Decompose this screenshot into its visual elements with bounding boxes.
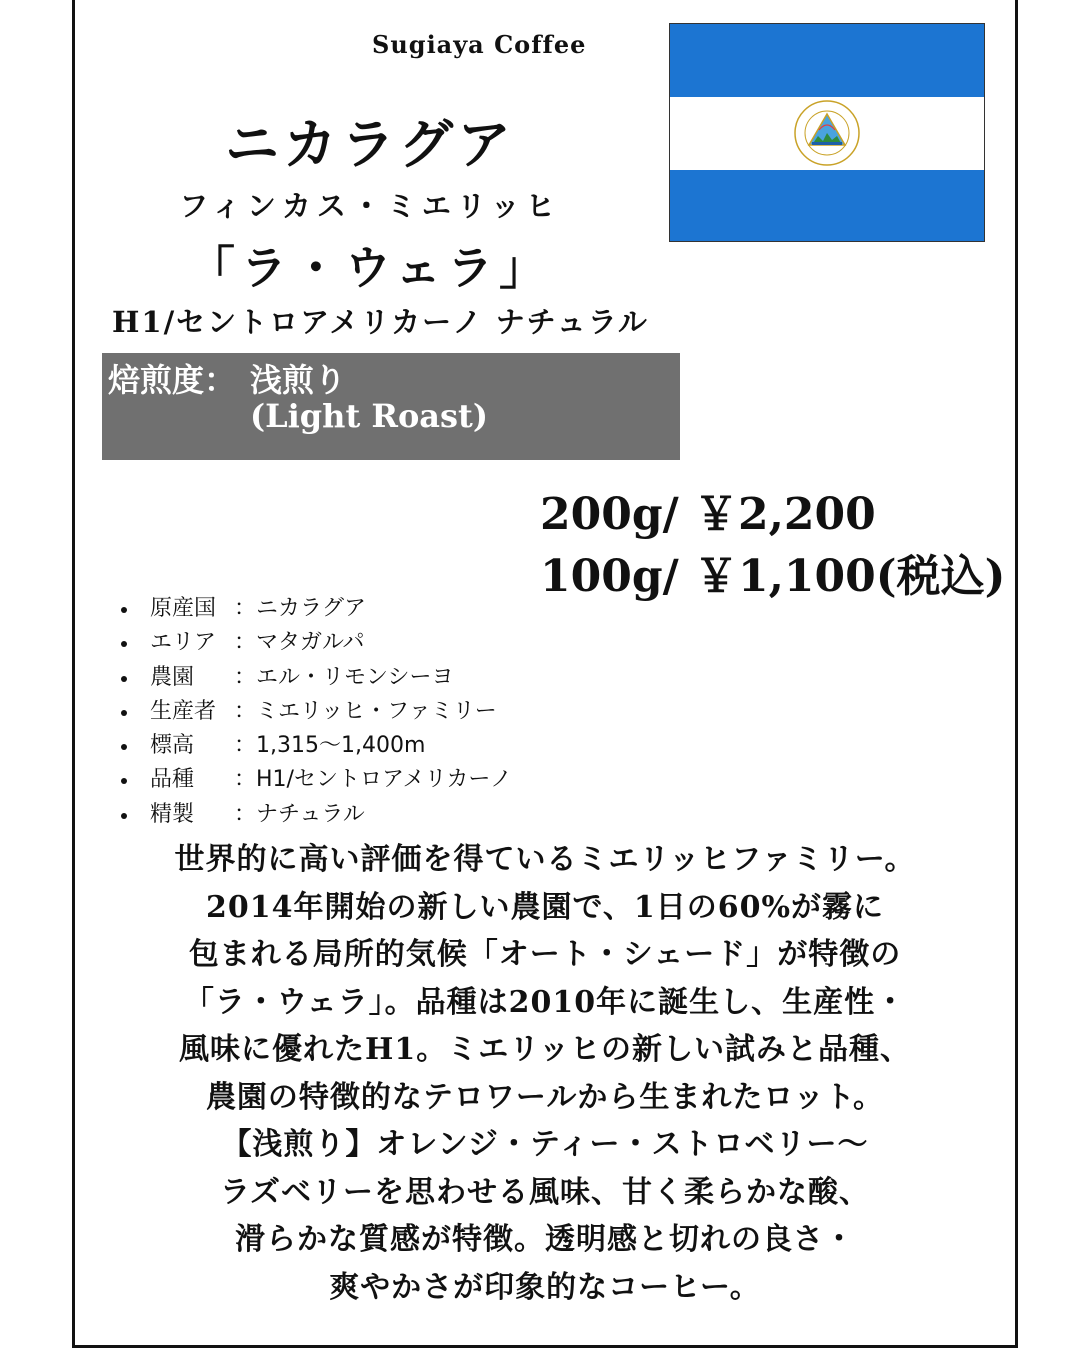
country-title: ニカラグア (225, 112, 515, 176)
flag-bottom-stripe (670, 170, 984, 242)
nicaragua-flag-icon (669, 23, 985, 242)
spec-sep: ： (234, 767, 257, 793)
spec-list (118, 592, 512, 832)
spec-sep: ： (234, 801, 257, 827)
description-line: 世界的に高い評価を得ているミエリッヒファミリー。 (174, 842, 916, 877)
spec-key: 農園 (150, 664, 195, 690)
spec-key: エリア (150, 630, 217, 656)
description-line: 2014年開始の新しい農園で、1日の60%が霧に (205, 889, 885, 925)
spec-item-area (118, 626, 512, 660)
spec-value: エル・リモンシーヨ (256, 664, 454, 690)
variety-process-line: H1/セントロアメリカーノ ナチュラル (112, 305, 649, 339)
spec-value: マタガルパ (256, 630, 365, 656)
roast-english: (Light Roast) (250, 397, 488, 435)
spec-sep: ： (234, 698, 257, 724)
spec-sep: ： (234, 733, 257, 759)
description-line: 風味に優れたH1。ミエリッヒの新しい試みと品種、 (178, 1032, 912, 1067)
spec-key: 品種 (150, 767, 195, 793)
spec-value: ナチュラル (256, 801, 365, 827)
spec-key: 標高 (150, 733, 195, 759)
spec-sep: ： (234, 630, 257, 656)
spec-key: 生産者 (150, 698, 217, 724)
spec-key: 精製 (150, 801, 195, 827)
spec-value: ニカラグア (256, 596, 367, 621)
spec-value: 1,315〜1,400m (256, 733, 426, 759)
description-line: 【浅煎り】オレンジ・ティー・ストロベリー〜 (221, 1127, 869, 1162)
price-100g: 100g/ ￥1,100(税込) (540, 551, 1006, 602)
spec-item-producer (118, 695, 512, 729)
spec-sep: ： (234, 596, 257, 621)
description-line: 「ラ・ウェラ」。品種は2010年に誕生し、生産性・ (183, 984, 907, 1020)
spec-value: H1/セントロアメリカーノ (256, 767, 512, 793)
description-line: 農園の特徴的なテロワールから生まれたロット。 (205, 1079, 885, 1115)
coat-of-arms-icon (792, 98, 862, 168)
brand-name: Sugiaya Coffee (372, 30, 587, 59)
spec-item-origin (118, 592, 512, 626)
spec-item-variety (118, 763, 512, 797)
roast-label: 焙煎度： (108, 361, 237, 399)
price-200g: 200g/ ￥2,200 (540, 489, 876, 540)
spec-item-process (118, 798, 512, 832)
spec-value: ミエリッヒ・ファミリー (256, 698, 497, 724)
spec-item-farm (118, 661, 512, 695)
description (100, 836, 990, 1311)
description-line: 爽やかさが印象的なコーヒー。 (329, 1269, 761, 1305)
spec-key: 原産国 (150, 596, 217, 621)
farm-subtitle: フィンカス・ミエリッヒ (179, 189, 561, 223)
roast-level-box (102, 353, 680, 460)
spec-sep: ： (234, 664, 257, 690)
description-line: ラズベリーを思わせる風味、甘く柔らかな酸、 (219, 1174, 871, 1210)
description-line: 滑らかな質感が特徴。透明感と切れの良さ・ (235, 1222, 855, 1257)
product-name: 「ラ・ウェラ」 (188, 241, 552, 295)
roast-value: 浅煎り (250, 361, 347, 399)
spec-item-altitude (118, 729, 512, 763)
flag-top-stripe (670, 24, 984, 97)
description-line: 包まれる局所的気候「オート・シェード」が特徴の (188, 937, 902, 972)
